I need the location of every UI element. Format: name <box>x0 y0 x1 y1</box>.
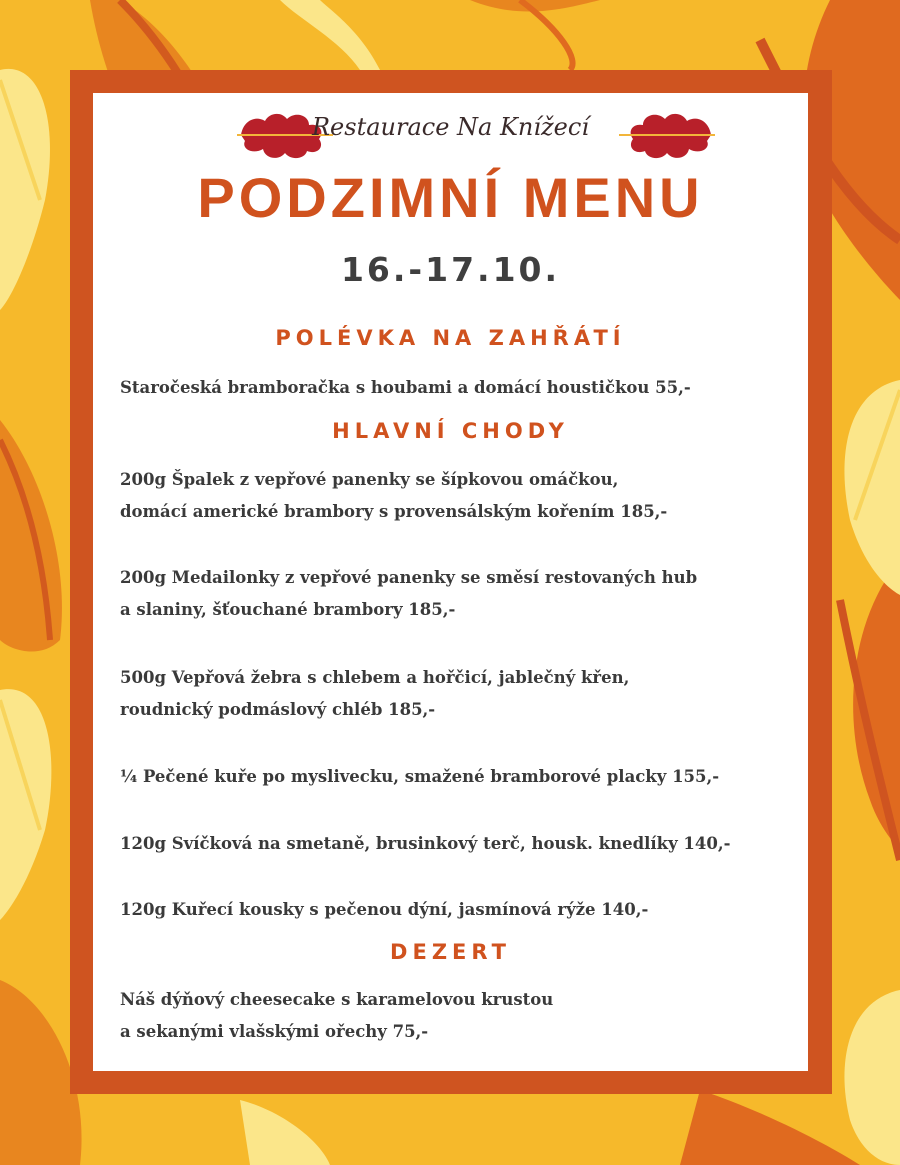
menu-title: PODZIMNÍ MENU <box>197 166 704 229</box>
menu-item-main-3 <box>120 662 790 726</box>
menu-item-main-5 <box>120 828 790 860</box>
menu-item-line: 200g Špalek z vepřové panenky se šípkovou omáčkou, <box>120 470 619 489</box>
menu-item-line: 120g Kuřecí kousky s pečenou dýní, jasmínová rýže 140,- <box>120 900 649 919</box>
menu-item-line: a sekanými vlašskými ořechy 75,- <box>120 1022 429 1041</box>
menu-item-line: domácí americké brambory s provensálským kořením 185,- <box>120 502 668 521</box>
menu-item-soup: Staročeská bramboračka s houbami a domácí houstičkou 55,- <box>120 378 691 397</box>
menu-item-main-6 <box>120 894 790 926</box>
menu-item-main-2 <box>120 562 790 626</box>
menu-item-main-4 <box>120 761 790 793</box>
restaurant-name: Restaurace Na Knížecí <box>311 113 590 141</box>
menu-item-line: roudnický podmáslový chléb 185,- <box>120 700 436 719</box>
menu-item-line: a slaniny, šťouchané brambory 185,- <box>120 600 456 619</box>
menu-item-dessert <box>120 984 790 1048</box>
menu-item-line: ¼ Pečené kuře po myslivecku, smažené bramborové placky 155,- <box>120 767 720 786</box>
menu-date: 16.-17.10. <box>340 250 561 289</box>
menu-item-line: 200g Medailonky z vepřové panenky se směsí restovaných hub <box>120 568 698 587</box>
section-heading-mains: HLAVNÍ CHODY <box>332 419 569 443</box>
red-oak-leaf-icon-right <box>617 109 717 161</box>
menu-item-line: 500g Vepřová žebra s chlebem a hořčicí, jablečný křen, <box>120 668 630 687</box>
section-heading-dessert: DEZERT <box>390 940 511 964</box>
menu-item-line: Náš dýňový cheesecake s karamelovou krustou <box>120 990 554 1009</box>
menu-item-line: 120g Svíčková na smetaně, brusinkový terč, housk. knedlíky 140,- <box>120 834 731 853</box>
section-heading-soup: POLÉVKA NA ZAHŘÁTÍ <box>275 326 626 350</box>
menu-item-main-1 <box>120 464 790 528</box>
menu-panel <box>93 93 808 1071</box>
